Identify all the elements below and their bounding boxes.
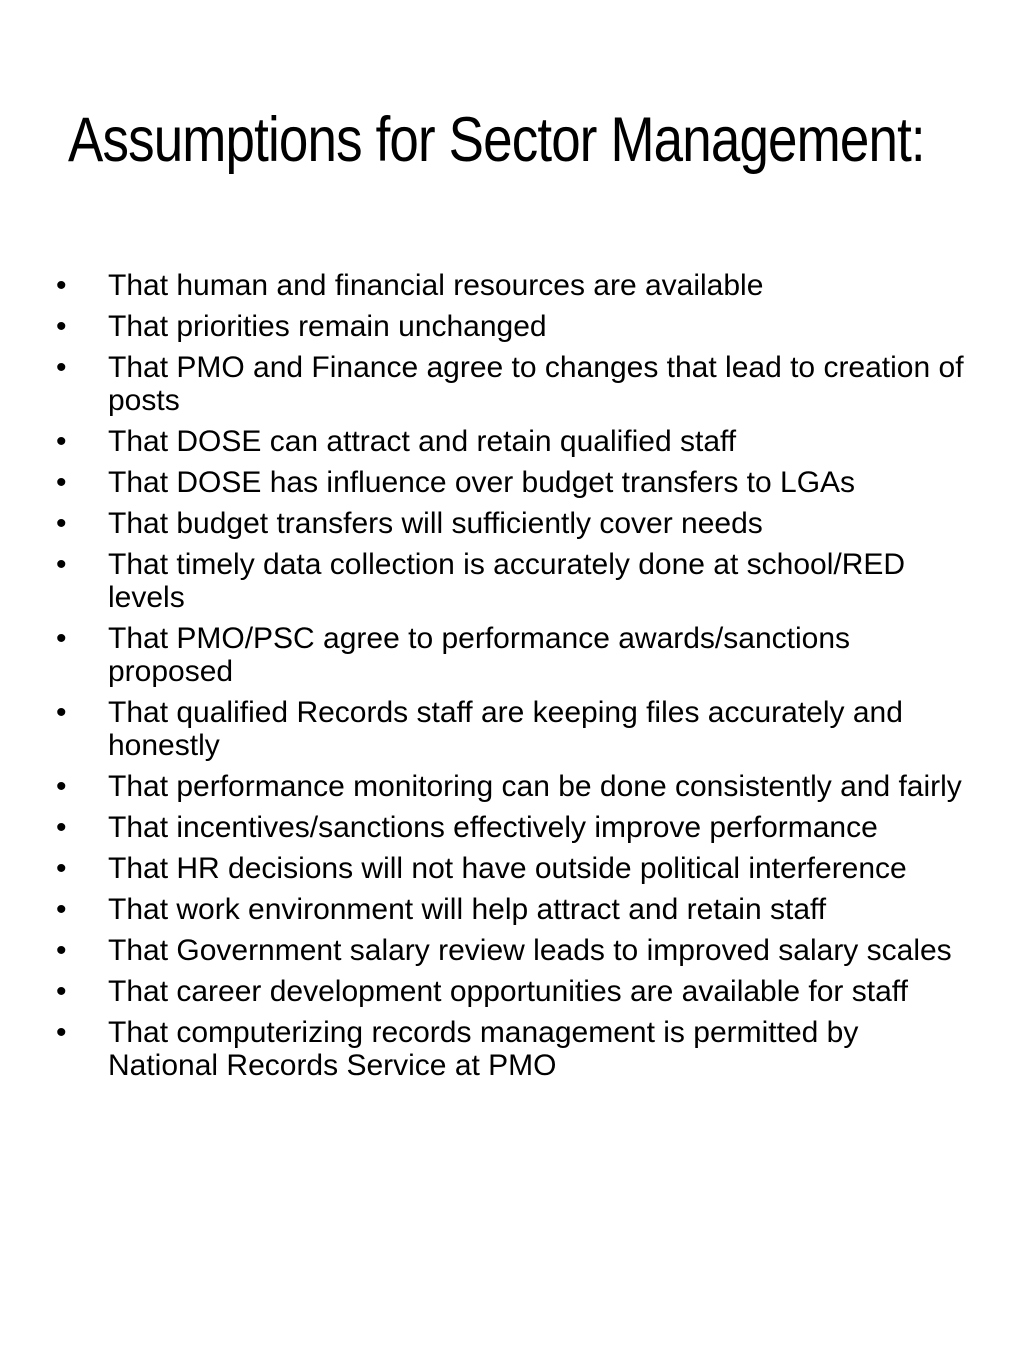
slide-title: Assumptions for Sector Management: [68, 105, 925, 175]
list-item-text: That HR decisions will not have outside political interference [108, 852, 907, 885]
bullet-icon: • [56, 934, 67, 967]
bullet-icon: • [56, 811, 67, 844]
list-item [0, 893, 1024, 926]
bullet-icon: • [56, 466, 67, 499]
list-item [0, 975, 1024, 1008]
list-item [0, 934, 1024, 967]
list-item [0, 466, 1024, 499]
list-item [0, 425, 1024, 458]
list-item [0, 507, 1024, 540]
list-item-text: That qualified Records staff are keeping files accurately and honestly [108, 696, 903, 762]
list-item [0, 351, 1024, 417]
bullet-icon: • [56, 507, 67, 540]
list-item-text: That timely data collection is accurately done at school/RED levels [108, 548, 906, 614]
bullet-icon: • [56, 548, 67, 581]
list-item-text: That human and financial resources are available [108, 269, 764, 302]
bullet-icon: • [56, 622, 67, 655]
list-item [0, 269, 1024, 302]
list-item-text: That PMO and Finance agree to changes that lead to creation of posts [108, 351, 964, 417]
bullet-icon: • [56, 1016, 67, 1049]
list-item [0, 696, 1024, 762]
bullet-icon: • [56, 770, 67, 803]
list-item-text: That work environment will help attract and retain staff [108, 893, 827, 926]
list-item [0, 548, 1024, 614]
assumptions-list [0, 269, 1024, 1090]
bullet-icon: • [56, 425, 67, 458]
list-item [0, 310, 1024, 343]
list-item [0, 622, 1024, 688]
list-item-text: That Government salary review leads to improved salary scales [108, 934, 952, 967]
bullet-icon: • [56, 269, 67, 302]
bullet-icon: • [56, 351, 67, 384]
list-item-text: That DOSE has influence over budget transfers to LGAs [108, 466, 856, 499]
list-item-text: That budget transfers will sufficiently cover needs [108, 507, 763, 540]
bullet-icon: • [56, 893, 67, 926]
list-item [0, 770, 1024, 803]
list-item [0, 811, 1024, 844]
list-item [0, 852, 1024, 885]
bullet-icon: • [56, 852, 67, 885]
list-item-text: That computerizing records management is permitted by National Records Service at PMO [108, 1016, 859, 1082]
bullet-icon: • [56, 696, 67, 729]
list-item-text: That performance monitoring can be done consistently and fairly [108, 770, 962, 803]
list-item-text: That DOSE can attract and retain qualified staff [108, 425, 737, 458]
bullet-icon: • [56, 310, 67, 343]
list-item-text: That incentives/sanctions effectively improve performance [108, 811, 878, 844]
list-item-text: That priorities remain unchanged [108, 310, 547, 343]
list-item-text: That PMO/PSC agree to performance awards/sanctions proposed [108, 622, 851, 688]
list-item [0, 1016, 1024, 1082]
list-item-text: That career development opportunities are available for staff [108, 975, 908, 1008]
bullet-icon: • [56, 975, 67, 1008]
